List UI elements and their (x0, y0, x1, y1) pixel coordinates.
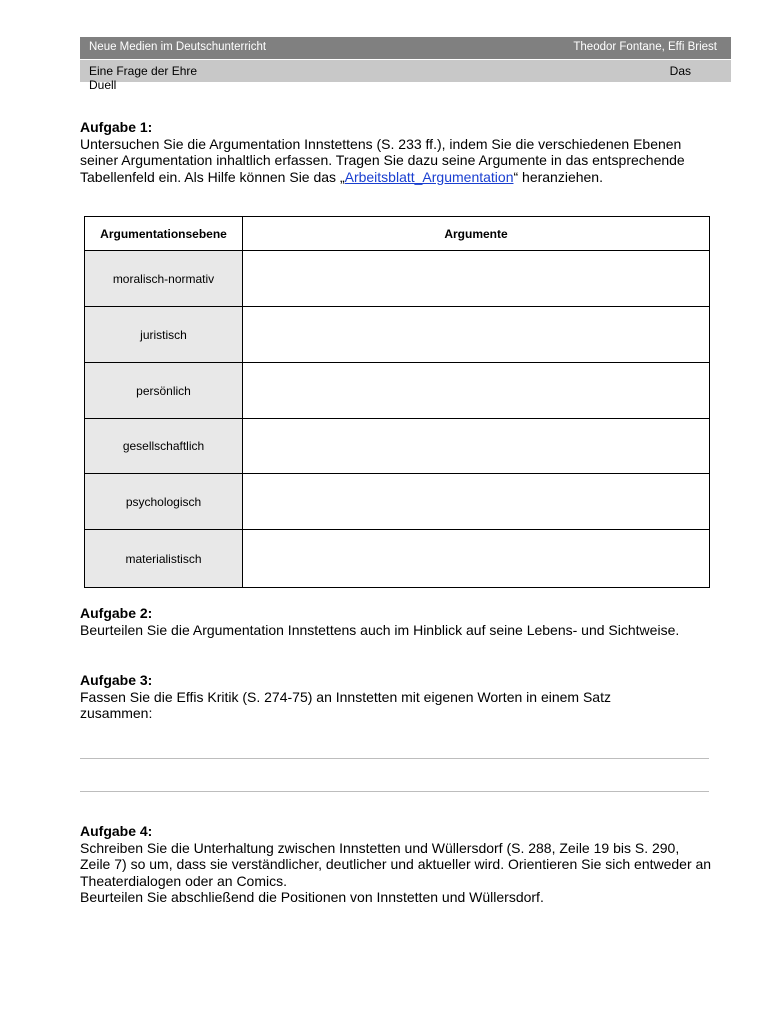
row-label: persönlich (85, 363, 243, 419)
row-label: gesellschaftlich (85, 419, 243, 474)
argument-cell[interactable] (243, 251, 710, 307)
row-label: moralisch-normativ (85, 251, 243, 307)
subheader-left: Eine Frage der Ehre (89, 64, 198, 78)
task-2-text: Beurteilen Sie die Argumentation Innstettens auch im Hinblick auf seine Lebens- und Sichtweise. (80, 621, 680, 638)
table-row (85, 251, 710, 307)
task-1-text-before: Untersuchen Sie die Argumentation Innstettens (S. 233 ff.), indem Sie die verschiedenen Ebenen seiner Argumentation inhaltlich erfassen. Tragen Sie dazu seine Argumente in das entsprechende Tabellenfeld ein. Als Hilfe können Sie das „ (80, 135, 685, 185)
table-header-row (85, 217, 710, 251)
argument-cell[interactable] (243, 363, 710, 419)
worksheet-link[interactable]: Arbeitsblatt_Argumentation (344, 168, 514, 185)
task-3-text: Fassen Sie die Effis Kritik (S. 274-75) an Innstetten mit eigenen Worten in einem Satz zusammen: (80, 688, 611, 721)
table-header-arguments: Argumente (243, 217, 710, 251)
task-1-text (80, 136, 710, 186)
argument-cell[interactable] (243, 307, 710, 363)
row-label: juristisch (85, 307, 243, 363)
row-label: materialistisch (85, 530, 243, 588)
argument-cell[interactable] (243, 474, 710, 530)
task-1-text-after: “ heranziehen. (513, 168, 603, 185)
argument-cell[interactable] (243, 419, 710, 474)
table-row (85, 530, 710, 588)
table-row (85, 307, 710, 363)
answer-line-2[interactable] (80, 791, 709, 792)
table-row (85, 419, 710, 474)
header-right-title: Theodor Fontane, Effi Briest (573, 41, 717, 53)
task-4-title: Aufgabe 4: (80, 823, 153, 839)
subheader-continuation: Duell (89, 78, 117, 92)
task-2-title: Aufgabe 2: (80, 605, 153, 621)
header-left-title: Neue Medien im Deutschunterricht (89, 41, 267, 53)
answer-line-1[interactable] (80, 758, 709, 759)
header-bar (80, 37, 731, 59)
subheader-bar (80, 60, 731, 82)
task-1-title: Aufgabe 1: (80, 119, 153, 135)
argument-cell[interactable] (243, 530, 710, 588)
table-header-level: Argumentationsebene (85, 217, 243, 251)
row-label: psychologisch (85, 474, 243, 530)
task-3-title: Aufgabe 3: (80, 672, 153, 688)
task-4 (80, 823, 712, 906)
task-3 (80, 672, 680, 722)
task-4-text-2: Beurteilen Sie abschließend die Positionen von Innstetten und Wüllersdorf. (80, 889, 544, 905)
task-1 (80, 119, 710, 185)
subheader-right: Das (669, 64, 691, 78)
task-2 (80, 605, 680, 638)
argument-table (84, 216, 710, 588)
table-row (85, 363, 710, 419)
table-row (85, 474, 710, 530)
task-4-text: Schreiben Sie die Unterhaltung zwischen Innstetten und Wüllersdorf (S. 288, Zeile 19 bis S. 290, Zeile 7) so um, dass sie verständlicher, deutlicher und aktueller wird. Orientieren Sie sich entweder an Theaterdialogen oder an Comics. (80, 839, 712, 889)
